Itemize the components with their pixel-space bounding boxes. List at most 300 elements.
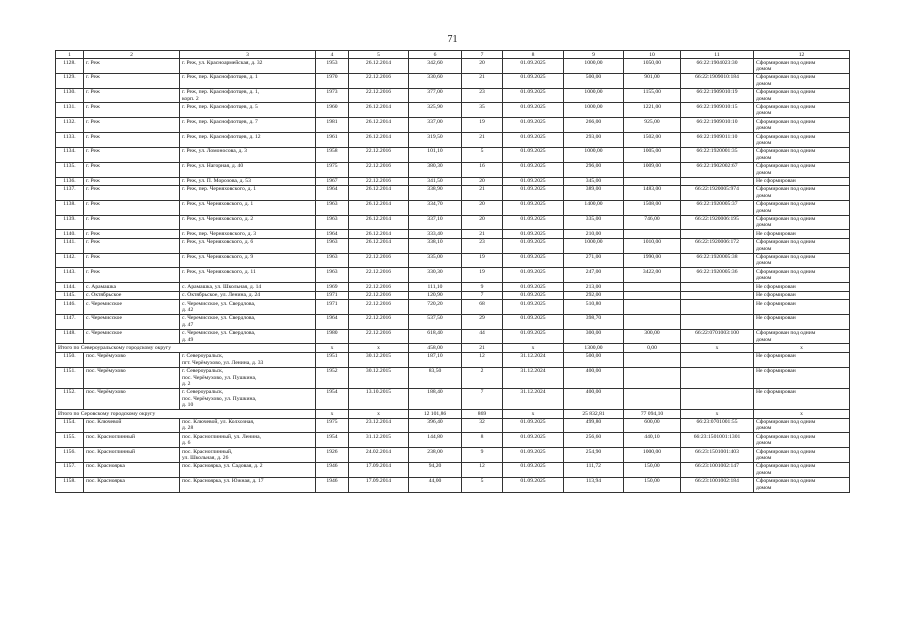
- cell-col-7: 21: [462, 185, 503, 200]
- cell-col-6: 83,50: [409, 367, 462, 388]
- cell-col-9: 254,90: [564, 448, 624, 463]
- cell-col-3: г. Североуральск, пос. Черёмухово, ул. Пушкина, д. 2: [180, 367, 316, 388]
- cell-col-11: [681, 352, 754, 367]
- table-row: [56, 418, 850, 433]
- cell-col-3: г. Реж, пер. Черняховского, д. 1: [180, 185, 316, 200]
- cell-col-1: 1154.: [56, 418, 84, 433]
- cell-col-2: г. Реж: [84, 238, 180, 253]
- cell-col-4: 1975: [316, 162, 349, 177]
- cell-col-6: 720,20: [409, 300, 462, 315]
- cell-col-1: 1139.: [56, 215, 84, 230]
- cell-col-6: 380,30: [409, 162, 462, 177]
- cell-col-2: с. Черемисское: [84, 329, 180, 344]
- cell-col-10: 1010,00: [624, 238, 681, 253]
- cell-col-5: 17.09.2014: [349, 462, 409, 477]
- cell-col-12: Сформирован под одним домом: [754, 253, 850, 268]
- cell-col-1: 1128.: [56, 59, 84, 74]
- cell-col-7: 19: [462, 118, 503, 133]
- cell-col-6: 6: [409, 51, 462, 59]
- cell-col-10: [624, 300, 681, 315]
- cell-col-11: 66:23:1001002:184: [681, 477, 754, 492]
- cell-col-4: 1954: [316, 388, 349, 409]
- cell-col-12: Не сформирован: [754, 367, 850, 388]
- cell-col-2: пос. Ключевой: [84, 418, 180, 433]
- cell-col-4: 1964: [316, 230, 349, 238]
- cell-col-12: Не сформирован: [754, 283, 850, 291]
- total-c6: 12 101,86: [409, 410, 462, 418]
- cell-col-11: 66:22:1909010:184: [681, 73, 754, 88]
- cell-col-2: пос. Красноярка: [84, 477, 180, 492]
- cell-col-5: 24.02.2014: [349, 448, 409, 463]
- cell-col-7: 19: [462, 253, 503, 268]
- total-c4: х: [316, 410, 349, 418]
- cell-col-8: 01.09.2025: [503, 268, 564, 283]
- cell-col-10: 746,00: [624, 215, 681, 230]
- cell-col-1: 1133.: [56, 133, 84, 148]
- cell-col-3: г. Реж, пер. Краснофлотцев, д. 5: [180, 103, 316, 118]
- cell-col-7: 20: [462, 215, 503, 230]
- table-row: [56, 268, 850, 283]
- cell-col-9: 111,72: [564, 462, 624, 477]
- cell-col-3: г. Североуральск, пгт. Черёмухово, ул. Ленина, д. 33: [180, 352, 316, 367]
- cell-col-8: 01.09.2025: [503, 283, 564, 291]
- cell-col-6: 111,10: [409, 283, 462, 291]
- cell-col-12: Не сформирован: [754, 177, 850, 185]
- cell-col-10: [624, 367, 681, 388]
- cell-col-11: 66:22:1909011:10: [681, 133, 754, 148]
- cell-col-10: 1502,00: [624, 133, 681, 148]
- cell-col-1: 1137.: [56, 185, 84, 200]
- cell-col-11: 66:22:1909010:15: [681, 103, 754, 118]
- cell-col-3: г. Реж, ул. Черняховского, д. 1: [180, 200, 316, 215]
- cell-col-10: 925,00: [624, 118, 681, 133]
- cell-col-5: 22.12.2016: [349, 253, 409, 268]
- cell-col-7: 20: [462, 200, 503, 215]
- cell-col-5: 26.12.2014: [349, 103, 409, 118]
- cell-col-3: пос. Красноглинный, ул. Школьная, д. 26: [180, 448, 316, 463]
- cell-col-3: г. Реж, ул. Черняховского, д. 11: [180, 268, 316, 283]
- cell-col-10: 1155,00: [624, 88, 681, 103]
- cell-col-1: 1: [56, 51, 84, 59]
- cell-col-9: 271,00: [564, 253, 624, 268]
- cell-col-6: 338,10: [409, 238, 462, 253]
- cell-col-12: Сформирован под одним домом: [754, 59, 850, 74]
- header-row: [56, 51, 850, 59]
- cell-col-11: 66:22:1904023:30: [681, 59, 754, 74]
- cell-col-5: 22.12.2016: [349, 300, 409, 315]
- page-number: 71: [447, 34, 458, 45]
- cell-col-5: 30.12.2015: [349, 367, 409, 388]
- cell-col-11: [681, 291, 754, 299]
- table-row: [56, 238, 850, 253]
- total-c12: х: [754, 344, 850, 352]
- cell-col-8: 01.09.2025: [503, 118, 564, 133]
- table-row: [56, 448, 850, 463]
- cell-col-8: 01.09.2025: [503, 103, 564, 118]
- cell-col-10: [624, 177, 681, 185]
- cell-col-6: 94,20: [409, 462, 462, 477]
- cell-col-8: 01.09.2025: [503, 253, 564, 268]
- cell-col-12: Сформирован под одним домом: [754, 477, 850, 492]
- cell-col-8: 01.09.2025: [503, 162, 564, 177]
- cell-col-1: 1132.: [56, 118, 84, 133]
- total-row: [56, 410, 850, 418]
- cell-col-4: 1963: [316, 253, 349, 268]
- cell-col-9: 293,00: [564, 133, 624, 148]
- cell-col-1: 1138.: [56, 200, 84, 215]
- total-c8: х: [503, 344, 564, 352]
- total-c4: х: [316, 344, 349, 352]
- cell-col-9: 389,00: [564, 185, 624, 200]
- cell-col-4: 1963: [316, 268, 349, 283]
- cell-col-10: 150,00: [624, 462, 681, 477]
- cell-col-1: 1142.: [56, 253, 84, 268]
- cell-col-8: 01.09.2025: [503, 147, 564, 162]
- table-row: [56, 73, 850, 88]
- cell-col-3: пос. Красноглинный, ул. Ленина, д. 6: [180, 433, 316, 448]
- cell-col-10: 1005,00: [624, 147, 681, 162]
- cell-col-10: 600,00: [624, 418, 681, 433]
- cell-col-7: 35: [462, 103, 503, 118]
- cell-col-10: [624, 352, 681, 367]
- cell-col-5: 22.12.2016: [349, 147, 409, 162]
- cell-col-2: г. Реж: [84, 59, 180, 74]
- cell-col-8: 01.09.2025: [503, 177, 564, 185]
- cell-col-2: с. Октябрьское: [84, 291, 180, 299]
- cell-col-1: 1140.: [56, 230, 84, 238]
- cell-col-4: 1963: [316, 200, 349, 215]
- cell-col-7: 9: [462, 283, 503, 291]
- cell-col-7: 21: [462, 73, 503, 88]
- cell-col-11: 66:23:1501001:1301: [681, 433, 754, 448]
- cell-col-10: [624, 291, 681, 299]
- table-row: [56, 147, 850, 162]
- cell-col-6: 342,60: [409, 59, 462, 74]
- cell-col-8: 01.09.2025: [503, 418, 564, 433]
- cell-col-9: 266,00: [564, 118, 624, 133]
- cell-col-5: 26.12.2014: [349, 133, 409, 148]
- total-c11: х: [681, 410, 754, 418]
- total-c8: х: [503, 410, 564, 418]
- cell-col-2: г. Реж: [84, 103, 180, 118]
- cell-col-9: 113,94: [564, 477, 624, 492]
- cell-col-12: Не сформирован: [754, 314, 850, 329]
- cell-col-4: 1970: [316, 73, 349, 88]
- cell-col-1: 1156.: [56, 448, 84, 463]
- cell-col-10: 901,00: [624, 73, 681, 88]
- cell-col-5: 26.12.2014: [349, 215, 409, 230]
- cell-col-5: 26.12.2014: [349, 118, 409, 133]
- cell-col-2: пос. Черёмухово: [84, 388, 180, 409]
- table-row: [56, 162, 850, 177]
- table-row: [56, 367, 850, 388]
- cell-col-7: 12: [462, 352, 503, 367]
- cell-col-2: пос. Красноглинный: [84, 433, 180, 448]
- cell-col-6: 120,90: [409, 291, 462, 299]
- cell-col-5: 22.12.2016: [349, 283, 409, 291]
- cell-col-5: 22.12.2016: [349, 88, 409, 103]
- cell-col-2: г. Реж: [84, 185, 180, 200]
- cell-col-11: [681, 177, 754, 185]
- total-c5: х: [349, 410, 409, 418]
- cell-col-9: 1400,00: [564, 200, 624, 215]
- cell-col-12: Сформирован под одним домом: [754, 215, 850, 230]
- cell-col-4: 1964: [316, 314, 349, 329]
- cell-col-7: 23: [462, 88, 503, 103]
- cell-col-8: 01.09.2025: [503, 433, 564, 448]
- cell-col-4: 1969: [316, 283, 349, 291]
- cell-col-12: Сформирован под одним домом: [754, 238, 850, 253]
- cell-col-7: 7: [462, 51, 503, 59]
- cell-col-6: 377,00: [409, 88, 462, 103]
- cell-col-7: 16: [462, 162, 503, 177]
- cell-col-11: 66:22:1920005:38: [681, 253, 754, 268]
- cell-col-1: 1144.: [56, 283, 84, 291]
- cell-col-9: 1000,00: [564, 88, 624, 103]
- cell-col-7: 44: [462, 329, 503, 344]
- table-row: [56, 300, 850, 315]
- cell-col-12: Сформирован под одним домом: [754, 147, 850, 162]
- cell-col-6: 188,40: [409, 388, 462, 409]
- cell-col-3: с. Черемисское, ул. Свердлова, д. 47: [180, 314, 316, 329]
- cell-col-1: 1145.: [56, 291, 84, 299]
- cell-col-4: 1961: [316, 133, 349, 148]
- cell-col-12: Сформирован под одним домом: [754, 268, 850, 283]
- cell-col-12: Не сформирован: [754, 352, 850, 367]
- cell-col-6: 333,40: [409, 230, 462, 238]
- cell-col-5: 22.12.2016: [349, 162, 409, 177]
- cell-col-2: г. Реж: [84, 253, 180, 268]
- cell-col-12: Сформирован под одним домом: [754, 329, 850, 344]
- cell-col-11: [681, 283, 754, 291]
- total-label: Итого по Серовскому городскому округу: [56, 410, 316, 418]
- table-row: [56, 133, 850, 148]
- table-row: [56, 253, 850, 268]
- cell-col-8: 01.09.2025: [503, 329, 564, 344]
- total-row: [56, 344, 850, 352]
- cell-col-2: пос. Красноярка: [84, 462, 180, 477]
- cell-col-4: 1946: [316, 477, 349, 492]
- cell-col-5: 22.12.2016: [349, 177, 409, 185]
- cell-col-3: г. Реж, ул. Красноармейская, д. 32: [180, 59, 316, 74]
- cell-col-3: г. Реж, пер. Краснофлотцев, д. 1: [180, 73, 316, 88]
- cell-col-3: г. Реж, ул. Ломоносова, д. 3: [180, 147, 316, 162]
- cell-col-9: 210,00: [564, 230, 624, 238]
- cell-col-3: с. Черемисское, ул. Свердлова, д. 49: [180, 329, 316, 344]
- cell-col-10: 1221,00: [624, 103, 681, 118]
- total-c10: 0,00: [624, 344, 681, 352]
- cell-col-5: 26.12.2014: [349, 230, 409, 238]
- cell-col-8: 31.12.2024: [503, 352, 564, 367]
- table-row: [56, 59, 850, 74]
- cell-col-3: г. Реж, ул. П. Морозова, д. 53: [180, 177, 316, 185]
- cell-col-10: 1050,00: [624, 59, 681, 74]
- cell-col-3: г. Реж, пер. Краснофлотцев, д. 1, корп. 2: [180, 88, 316, 103]
- cell-col-11: [681, 388, 754, 409]
- cell-col-8: 01.09.2025: [503, 59, 564, 74]
- cell-col-1: 1130.: [56, 88, 84, 103]
- cell-col-8: 01.09.2025: [503, 314, 564, 329]
- cell-col-3: с. Черемисское, ул. Свердлова, д. 42: [180, 300, 316, 315]
- total-c11: х: [681, 344, 754, 352]
- cell-col-8: 01.09.2025: [503, 230, 564, 238]
- cell-col-6: 341,50: [409, 177, 462, 185]
- cell-col-7: 21: [462, 230, 503, 238]
- cell-col-12: Не сформирован: [754, 291, 850, 299]
- cell-col-4: 1971: [316, 291, 349, 299]
- cell-col-7: 29: [462, 314, 503, 329]
- cell-col-2: пос. Красноглинный: [84, 448, 180, 463]
- cell-col-9: 500,00: [564, 73, 624, 88]
- cell-col-11: [681, 230, 754, 238]
- total-c7: 21: [462, 344, 503, 352]
- cell-col-11: 66:23:1501001:403: [681, 448, 754, 463]
- cell-col-8: 01.09.2025: [503, 448, 564, 463]
- cell-col-10: 1990,00: [624, 253, 681, 268]
- cell-col-8: 01.09.2025: [503, 238, 564, 253]
- cell-col-12: Не сформирован: [754, 388, 850, 409]
- cell-col-5: 23.12.2014: [349, 418, 409, 433]
- cell-col-6: 101,10: [409, 147, 462, 162]
- cell-col-9: 400,00: [564, 388, 624, 409]
- cell-col-9: 1000,00: [564, 103, 624, 118]
- cell-col-10: 1009,00: [624, 162, 681, 177]
- cell-col-9: 345,00: [564, 177, 624, 185]
- cell-col-5: 26.12.2014: [349, 59, 409, 74]
- cell-col-11: 66:23:1001002:147: [681, 462, 754, 477]
- cell-col-3: г. Реж, ул. Черняховского, д. 6: [180, 238, 316, 253]
- cell-col-6: 337,10: [409, 215, 462, 230]
- cell-col-5: 5: [349, 51, 409, 59]
- cell-col-8: 01.09.2025: [503, 477, 564, 492]
- cell-col-2: г. Реж: [84, 215, 180, 230]
- cell-col-7: 2: [462, 367, 503, 388]
- cell-col-4: 1952: [316, 367, 349, 388]
- cell-col-12: 12: [754, 51, 850, 59]
- cell-col-12: Сформирован под одним домом: [754, 118, 850, 133]
- cell-col-6: 44,00: [409, 477, 462, 492]
- cell-col-11: 66:22:1909010:19: [681, 88, 754, 103]
- cell-col-4: 1963: [316, 238, 349, 253]
- cell-col-10: [624, 283, 681, 291]
- cell-col-1: 1141.: [56, 238, 84, 253]
- cell-col-7: 9: [462, 448, 503, 463]
- cell-col-11: [681, 300, 754, 315]
- cell-col-9: 398,70: [564, 314, 624, 329]
- table-row: [56, 388, 850, 409]
- cell-col-5: 22.12.2016: [349, 314, 409, 329]
- cell-col-12: Сформирован под одним домом: [754, 418, 850, 433]
- cell-col-3: пос. Красноярка, ул. Южная, д. 17: [180, 477, 316, 492]
- cell-col-6: 238,00: [409, 448, 462, 463]
- cell-col-10: 3422,00: [624, 268, 681, 283]
- table-row: [56, 88, 850, 103]
- table-row: [56, 283, 850, 291]
- cell-col-7: 23: [462, 238, 503, 253]
- total-c7: 869: [462, 410, 503, 418]
- cell-col-11: 66:22:1920006:195: [681, 215, 754, 230]
- cell-col-12: Сформирован под одним домом: [754, 448, 850, 463]
- cell-col-5: 22.12.2016: [349, 73, 409, 88]
- cell-col-8: 01.09.2025: [503, 215, 564, 230]
- cell-col-10: 1000,00: [624, 448, 681, 463]
- cell-col-4: 1971: [316, 300, 349, 315]
- table-row: [56, 200, 850, 215]
- cell-col-11: 66:23:0701001:55: [681, 418, 754, 433]
- table-body: [56, 51, 850, 493]
- cell-col-8: 01.09.2025: [503, 185, 564, 200]
- cell-col-4: 1958: [316, 147, 349, 162]
- cell-col-10: [624, 388, 681, 409]
- cell-col-9: 256,60: [564, 433, 624, 448]
- total-c6: 458,00: [409, 344, 462, 352]
- cell-col-7: 8: [462, 433, 503, 448]
- cell-col-1: 1135.: [56, 162, 84, 177]
- cell-col-9: 1000,00: [564, 238, 624, 253]
- cell-col-4: 1973: [316, 88, 349, 103]
- cell-col-9: 335,00: [564, 215, 624, 230]
- cell-col-6: 338,90: [409, 185, 462, 200]
- cell-col-6: 396,40: [409, 418, 462, 433]
- cell-col-11: 66:22:1909010:10: [681, 118, 754, 133]
- total-c5: х: [349, 344, 409, 352]
- cell-col-4: 1953: [316, 59, 349, 74]
- cell-col-7: 20: [462, 177, 503, 185]
- table-row: [56, 291, 850, 299]
- cell-col-11: 66:22:1920005:36: [681, 268, 754, 283]
- cell-col-8: 01.09.2025: [503, 291, 564, 299]
- cell-col-11: [681, 314, 754, 329]
- cell-col-2: г. Реж: [84, 147, 180, 162]
- cell-col-4: 1951: [316, 352, 349, 367]
- cell-col-6: 330,30: [409, 268, 462, 283]
- cell-col-11: 66:22:1920005:974: [681, 185, 754, 200]
- cell-col-8: 8: [503, 51, 564, 59]
- cell-col-1: 1152.: [56, 388, 84, 409]
- cell-col-6: 187,10: [409, 352, 462, 367]
- cell-col-5: 31.12.2015: [349, 433, 409, 448]
- cell-col-5: 13.10.2015: [349, 388, 409, 409]
- cell-col-7: 7: [462, 388, 503, 409]
- cell-col-9: 9: [564, 51, 624, 59]
- total-c12: х: [754, 410, 850, 418]
- cell-col-1: 1157.: [56, 462, 84, 477]
- cell-col-10: 150,00: [624, 477, 681, 492]
- cell-col-3: г. Реж, пер. Черняховского, д. 3: [180, 230, 316, 238]
- table-row: [56, 462, 850, 477]
- cell-col-5: 17.09.2014: [349, 477, 409, 492]
- cell-col-6: 144,80: [409, 433, 462, 448]
- cell-col-10: 1483,00: [624, 185, 681, 200]
- cell-col-12: Сформирован под одним домом: [754, 88, 850, 103]
- total-label: Итого по Североуральскому городскому округу: [56, 344, 316, 352]
- cell-col-11: 66:22:1902002:67: [681, 162, 754, 177]
- cell-col-12: Не сформирован: [754, 300, 850, 315]
- cell-col-12: Сформирован под одним домом: [754, 462, 850, 477]
- cell-col-2: г. Реж: [84, 177, 180, 185]
- cell-col-7: 5: [462, 477, 503, 492]
- cell-col-10: 10: [624, 51, 681, 59]
- cell-col-2: 2: [84, 51, 180, 59]
- cell-col-9: 300,00: [564, 329, 624, 344]
- cell-col-12: Не сформирован: [754, 230, 850, 238]
- cell-col-1: 1147.: [56, 314, 84, 329]
- table-row: [56, 352, 850, 367]
- cell-col-2: г. Реж: [84, 88, 180, 103]
- table-row: [56, 314, 850, 329]
- cell-col-3: г. Североуральск, пос. Черёмухово, ул. Пушкина, д. 10: [180, 388, 316, 409]
- cell-col-2: г. Реж: [84, 118, 180, 133]
